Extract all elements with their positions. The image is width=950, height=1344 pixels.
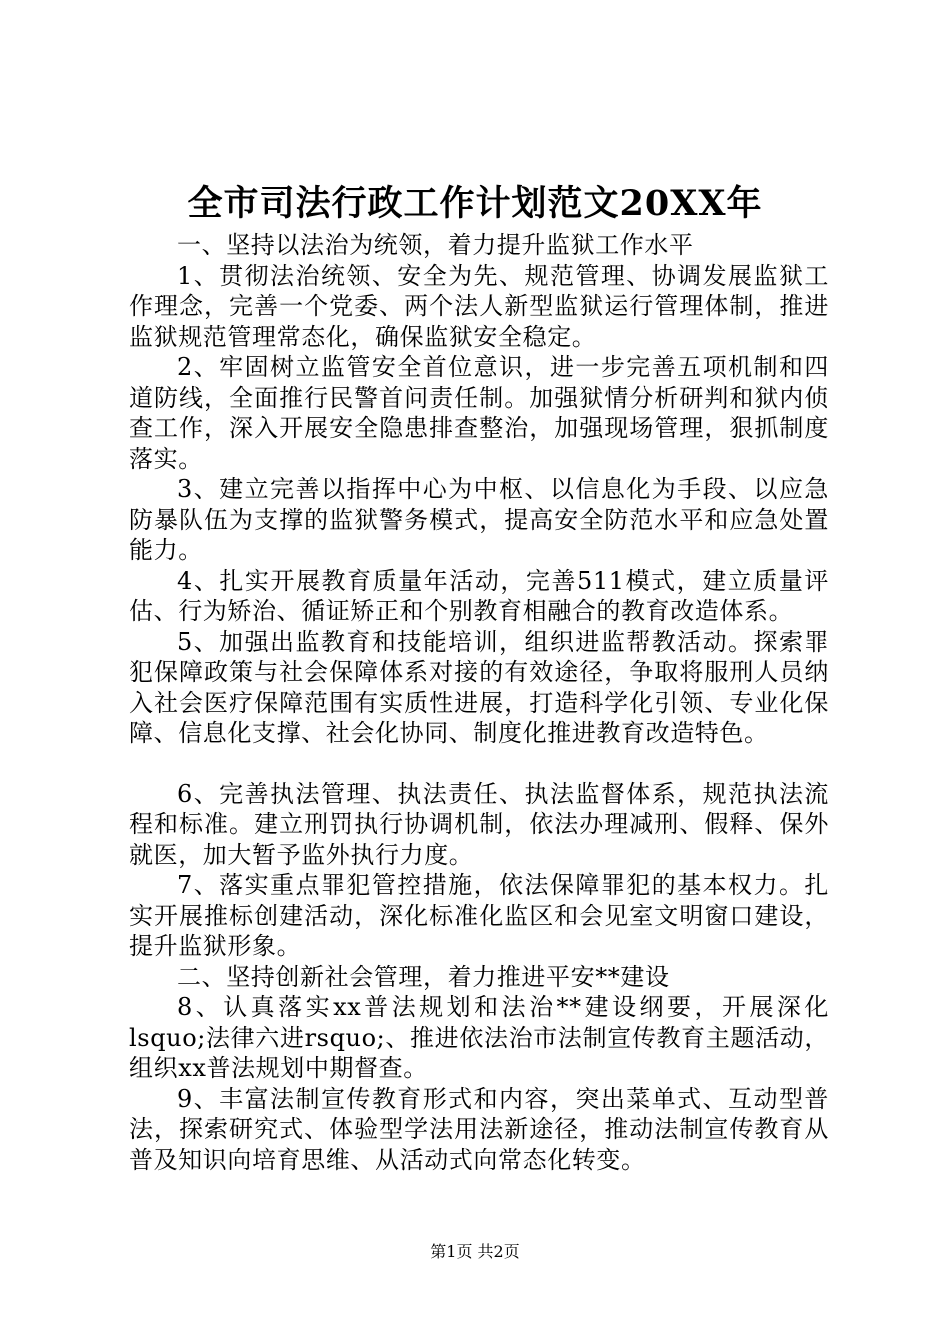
paragraph: 6、完善执法管理、执法责任、执法监督体系，规范执法流程和标准。建立刑罚执行协调机制，依法办理减刑、假释、保外就医，加大暂予监外执行力度。 — [129, 779, 829, 869]
paragraph: 5、加强出监教育和技能培训，组织进监帮教活动。探索罪犯保障政策与社会保障体系对接的有效途径，争取将服刑人员纳入社会医疗保障范围有实质性进展，打造科学化引领、专业化保障、信息化支撑、社会化协同、制度化推进教育改造特色。 — [129, 627, 829, 747]
paragraph: 8、认真落实xx普法规划和法治**建设纲要，开展深化lsquo;法律六进rsquo;、推进依法治市法制宣传教育主题活动，组织xx普法规划中期督查。 — [129, 993, 829, 1082]
paragraph: 2、牢固树立监管安全首位意识，进一步完善五项机制和四道防线，全面推行民警首问责任制。加强狱情分析研判和狱内侦查工作，深入开展安全隐患排查整治，加强现场管理，狠抓制度落实。 — [129, 353, 829, 473]
paragraph: 4、扎实开展教育质量年活动，完善511模式，建立质量评估、行为矫治、循证矫正和个别教育相融合的教育改造体系。 — [129, 566, 829, 625]
page-number: 第1页 共2页 — [430, 1242, 520, 1261]
document-body — [129, 230, 829, 1175]
section-heading: 一、坚持以法治为统领，着力提升监狱工作水平 — [177, 231, 694, 259]
paragraph: 3、建立完善以指挥中心为中枢、以信息化为手段、以应急防暴队伍为支撑的监狱警务模式，提高安全防范水平和应急处置能力。 — [129, 475, 829, 564]
document-title: 全市司法行政工作计划范文20XX年 — [187, 183, 763, 224]
paragraph: 1、贯彻法治统领、安全为先、规范管理、协调发展监狱工作理念，完善一个党委、两个法人新型监狱运行管理体制，推进监狱规范管理常态化，确保监狱安全稳定。 — [129, 261, 829, 351]
paragraph: 9、丰富法制宣传教育形式和内容，突出菜单式、互动型普法，探索研究式、体验型学法用法新途径，推动法制宣传教育从普及知识向培育思维、从活动式向常态化转变。 — [129, 1084, 829, 1174]
section-heading: 二、坚持创新社会管理，着力推进平安**建设 — [177, 962, 670, 991]
paragraph: 7、落实重点罪犯管控措施，依法保障罪犯的基本权力。扎实开展推标创建活动，深化标准化监区和会见室文明窗口建设，提升监狱形象。 — [129, 871, 829, 960]
